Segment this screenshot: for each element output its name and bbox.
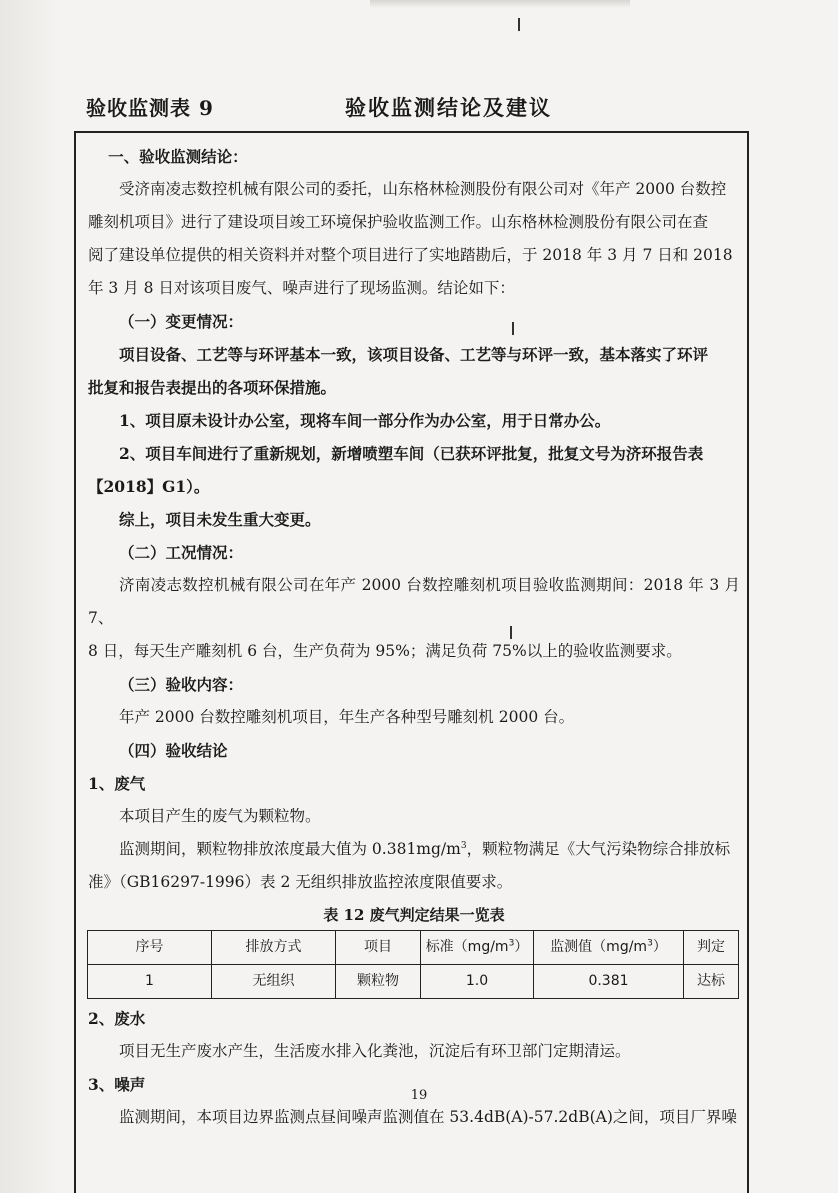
subsection-heading: （四）验收结论 <box>119 741 228 760</box>
header-cell: 判定 <box>684 931 739 965</box>
superscript: 3 <box>460 840 467 851</box>
page-title: 验收监测结论及建议 <box>345 95 552 120</box>
header-text: ） <box>514 939 529 955</box>
paragraph-line: 项目无生产废水产生，生活废水排入化粪池，沉淀后有环卫部门定期清运。 <box>119 1042 631 1060</box>
table-cell: 无组织 <box>212 965 336 999</box>
paragraph-line: 8 日，每天生产雕刻机 6 台，生产负荷为 95%；满足负荷 75%以上的验收监测要求。 <box>88 642 682 660</box>
table-cell: 0.381 <box>534 965 684 999</box>
main-content <box>88 140 740 1134</box>
paragraph-line: 2、项目车间进行了重新规划，新增喷塑车间（已获环评批复，批复文号为济环报告表 <box>119 444 704 463</box>
header-cell <box>421 931 534 965</box>
header-cell: 项目 <box>336 931 421 965</box>
superscript: 3 <box>647 938 653 949</box>
header-cell: 序号 <box>88 931 212 965</box>
header-cell <box>534 931 684 965</box>
table-cell: 1.0 <box>421 965 534 999</box>
paragraph-line: 年 3 月 8 日对该项目废气、噪声进行了现场监测。结论如下： <box>88 279 515 297</box>
paragraph-line: 阅了建设单位提供的相关资料并对整个项目进行了实地踏勘后，于 2018 年 3 月 7 日和 2018 <box>88 246 733 264</box>
superscript: 3 <box>508 938 515 949</box>
header-cell: 排放方式 <box>212 931 336 965</box>
table-cell: 1 <box>88 965 212 999</box>
header-text: ） <box>652 939 667 955</box>
item-heading: 3、噪声 <box>88 1075 146 1094</box>
text-span: ，颗粒物满足《大气污染物综合排放标 <box>466 840 731 858</box>
paragraph-line: 本项目产生的废气为颗粒物。 <box>119 807 321 825</box>
paragraph-line: 受济南凌志数控机械有限公司的委托，山东格林检测股份有限公司对《年产 2000 台数控 <box>119 180 727 198</box>
scan-mark <box>518 18 520 31</box>
header-text: 监测值（mg/m <box>550 939 648 955</box>
paragraph-line: 批复和报告表提出的各项环保措施。 <box>88 378 337 397</box>
subsection-heading: （三）验收内容： <box>119 675 244 694</box>
table-title: 表 12 废气判定结果一览表 <box>323 906 505 924</box>
scan-mark <box>510 626 512 639</box>
paragraph-line: 1、项目原未设计办公室，现将车间一部分作为办公室，用于日常办公。 <box>119 411 611 430</box>
form-number: 验收监测表 9 <box>86 96 214 120</box>
item-heading: 1、废气 <box>88 774 146 793</box>
paragraph-line: 济南凌志数控机械有限公司在年产 2000 台数控雕刻机项目验收监测期间：2018 年 3 月 7、 <box>88 576 740 627</box>
text-span: 监测期间，颗粒物排放浓度最大值为 0.381mg/m <box>119 840 461 858</box>
header-text: 标准（mg/m <box>425 939 509 955</box>
scan-mark <box>512 322 514 335</box>
results-table <box>87 930 739 999</box>
paragraph-line <box>88 833 740 866</box>
table-cell: 达标 <box>684 965 739 999</box>
page-number: 19 <box>410 1088 428 1103</box>
paragraph-line: 雕刻机项目》进行了建设项目竣工环境保护验收监测工作。山东格林检测股份有限公司在查 <box>88 213 709 231</box>
item-heading: 2、废水 <box>88 1009 146 1028</box>
paragraph-line: 年产 2000 台数控雕刻机项目，年生产各种型号雕刻机 2000 台。 <box>119 708 575 726</box>
subsection-heading: （二）工况情况： <box>119 543 244 562</box>
paragraph-line: 准》（GB16297-1996）表 2 无组织排放监控浓度限值要求。 <box>88 873 513 891</box>
table-cell: 颗粒物 <box>336 965 421 999</box>
paragraph-line: 项目设备、工艺等与环评基本一致，该项目设备、工艺等与环评一致，基本落实了环评 <box>119 345 709 364</box>
paragraph-line: 监测期间，本项目边界监测点昼间噪声监测值在 53.4dB(A)-57.2dB(A)之间，项目厂界噪 <box>119 1108 737 1126</box>
scan-left-shade <box>0 0 60 1193</box>
subsection-heading: （一）变更情况： <box>119 312 244 331</box>
section-heading: 一、验收监测结论： <box>108 147 248 166</box>
paragraph-line: 【2018】G1）。 <box>88 477 210 496</box>
table-row <box>88 965 739 999</box>
paragraph-line: 综上，项目未发生重大变更。 <box>119 510 321 529</box>
scan-edge-shadow <box>370 0 630 8</box>
table-header-row <box>88 931 739 965</box>
